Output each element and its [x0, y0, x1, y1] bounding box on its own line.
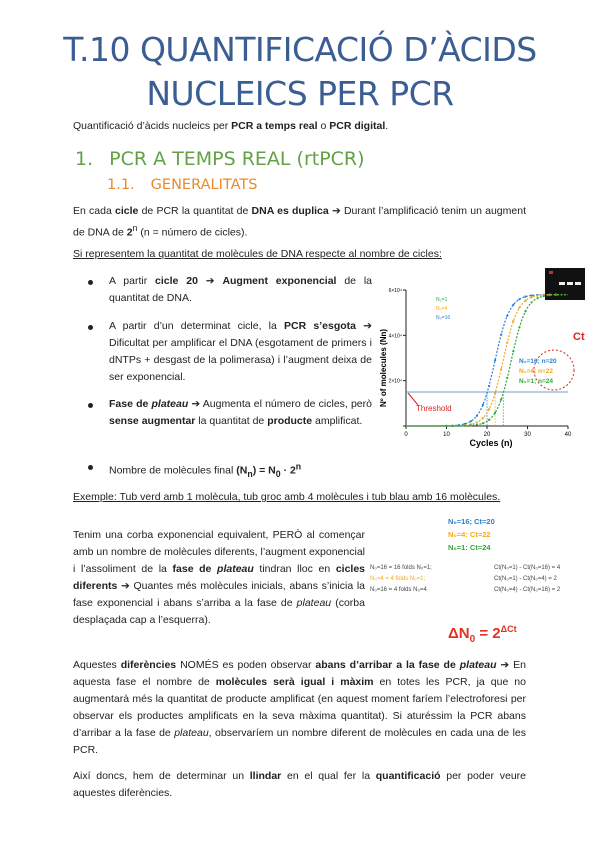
fig2-r1a: N₀=16 = 16 folds N₀=1;	[370, 565, 432, 571]
data-point	[506, 377, 508, 379]
data-point	[530, 301, 532, 303]
data-point	[482, 417, 484, 419]
ct-label: Ct	[573, 331, 585, 343]
bullet-dot	[88, 325, 93, 330]
x-axis-label: Cycles (n)	[469, 438, 513, 448]
y-tick-label: 4×10⁴	[388, 333, 402, 340]
data-point	[555, 294, 557, 296]
x-tick-label: 20	[483, 432, 491, 438]
data-point	[470, 420, 472, 422]
gel-band	[567, 282, 573, 285]
data-point	[476, 415, 478, 417]
gel-band	[575, 282, 581, 285]
gel-band	[559, 282, 565, 285]
data-point	[518, 326, 520, 328]
data-point	[518, 307, 520, 309]
annot-n16: N₀=16; n=20	[519, 358, 557, 365]
data-point	[445, 425, 447, 427]
data-point	[494, 412, 496, 414]
bullet-item: Nombre de molècules final $(N_n) = N_0 \cdot 2^n$	[92, 458, 372, 483]
fig2-r1b: Ct(N₀=1) - Ct(N₀=16) = 4	[494, 565, 561, 571]
x-tick-label: 30	[524, 432, 531, 438]
y-tick-label: 2×10⁴	[388, 378, 402, 385]
annot-n1: N₀=1; n=24	[519, 378, 554, 385]
fig2-l2: N₀=4: Ct=22	[448, 530, 491, 539]
data-point	[537, 295, 539, 297]
data-point	[458, 425, 460, 427]
data-point	[488, 385, 490, 387]
data-point	[451, 425, 453, 427]
threshold-label: Threshold	[416, 404, 452, 413]
data-point	[464, 425, 466, 427]
data-point	[549, 294, 551, 296]
y-tick-label: 6×10⁴	[388, 288, 402, 294]
bullet-item: A partir d’un determinat cicle, la PCR s’esgota ➔ Dificultat per amplificar el DNA (esgotament de primers i dNTPs + desgast de la polimerasa) i l’augment deixa de ser exponencial.	[92, 318, 372, 386]
underlined-intro: Si representem la quantitat de molècules de DNA respecte al nombre de cicles:	[73, 248, 442, 260]
pcr-amplification-chart	[376, 268, 594, 450]
bullet-dot	[88, 280, 93, 285]
x-tick-label: 40	[564, 432, 572, 438]
data-point	[482, 422, 484, 424]
paragraph-differences: Aquestes diferències NOMÉS es poden observar abans d’arribar a la fase de plateau ➔ En aquesta fase el nombre de molècules serà igual i màxim en totes les PCR, ja que no augmentarà més la quantitat de producte amplificat (en aquest moment faríem l’electroforesi per observar els productes amplificats en la seva màxima quantitat). Si aturéssim la PCR abans d’arribar a la fase de plateau, observaríem un nombre diferent de molècules en cada una de les PCR.	[73, 659, 527, 756]
fig2-r3a: N₀=16 = 4 folds N₀=4	[370, 587, 427, 593]
data-point	[543, 295, 545, 297]
delta-formula: $\Delta N_0 = 2^{\Delta Ct}$	[448, 624, 517, 645]
data-point	[506, 315, 508, 317]
data-point	[512, 304, 514, 306]
page-title: T.10 QUANTIFICACIÓ D’ÀCIDS NUCLEICS PER PCR	[63, 30, 537, 113]
legend-n16: N₀=16	[436, 315, 451, 321]
bullet-dot	[88, 465, 93, 470]
fig2-l3: N₀=1: Ct=24	[448, 543, 491, 552]
ct-comparison-figure	[370, 514, 598, 598]
data-point	[476, 421, 478, 423]
legend-n1: N₀=1	[436, 297, 448, 303]
data-point	[524, 296, 526, 298]
x-tick-label: 0	[404, 432, 408, 438]
chart-legend	[436, 297, 450, 321]
data-point	[537, 297, 539, 299]
example-line: Exemple: Tub verd amb 1 molècula, tub groc amb 4 molècules i tub blau amb 16 molècules.	[73, 491, 501, 503]
fig2-r3b: Ct(N₀=4) - Ct(N₀=16) = 2	[494, 587, 561, 593]
annot-n4: N₀=4; n=22	[519, 368, 554, 375]
data-point	[482, 404, 484, 406]
data-point	[524, 310, 526, 312]
x-tick-label: 10	[443, 432, 450, 438]
data-point	[512, 320, 514, 322]
data-point	[518, 298, 520, 300]
data-point	[470, 424, 472, 426]
legend-n4: N₀=4	[436, 306, 448, 312]
data-point	[494, 359, 496, 361]
subsection-heading: 1.1. GENERALITATS	[107, 177, 258, 193]
data-point	[500, 368, 502, 370]
data-point	[488, 419, 490, 421]
data-point	[494, 392, 496, 394]
bullet-item: Fase de plateau ➔ Augmenta el número de cicles, però sense augmentar la quantitat de producte amplificat.	[92, 396, 372, 430]
data-point	[512, 350, 514, 352]
data-point	[500, 398, 502, 400]
data-point	[506, 342, 508, 344]
section-heading: 1. PCR A TEMPS REAL (rtPCR)	[75, 148, 365, 170]
gel-marker	[549, 271, 553, 274]
data-point	[476, 424, 478, 426]
paragraph-curves: Tenim una corba exponencial equivalent, PERÒ al començar amb un nombre de molècules diferents, l’augment exponencial i l’assoliment de la fase de plateau tindran lloc en cicles diferents ➔ Quantes més molècules inicials, abans s’inicia la fase exponencial i abans s’arriba a la fase de plateau (corba desplaçada cap a l’esquerra).	[73, 529, 366, 626]
y-axis-label: Nº of molecules (Nn)	[379, 328, 388, 408]
fig2-r2b: Ct(N₀=1) - Ct(N₀=4) = 2	[494, 576, 557, 582]
data-point	[488, 408, 490, 410]
intro-paragraph: Quantificació d’àcids nucleics per PCR a temps real o PCR digital.	[73, 120, 389, 132]
fig2-l1: N₀=16; Ct=20	[448, 517, 495, 526]
paragraph-threshold: Així doncs, hem de determinar un llindar en el qual fer la quantificació per poder veure aquestes diferències.	[73, 770, 526, 799]
bullet-dot	[88, 403, 93, 408]
bullet-item: A partir cicle 20 ➔ Augment exponencial de la quantitat de DNA.	[92, 273, 372, 307]
paragraph-doubling: En cada cicle de PCR la quantitat de DNA es duplica ➔ Durant l’amplificació tenim un augment de DNA de 2$^n$ (n = número de cicles).	[73, 205, 526, 239]
data-point	[530, 296, 532, 298]
data-point	[500, 333, 502, 335]
fig2-r2a: N₀=4 = 4 folds N₀=1;	[370, 576, 426, 582]
data-point	[524, 300, 526, 302]
